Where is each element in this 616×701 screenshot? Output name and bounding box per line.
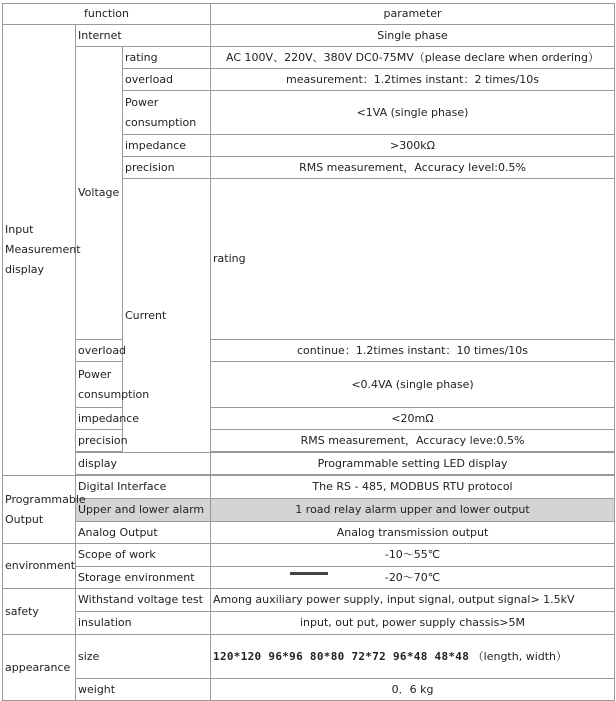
group-environment: environment — [3, 544, 76, 589]
table-row — [3, 340, 615, 362]
insulation-value: input, out put, power supply chassis>5M — [211, 612, 615, 635]
table-row — [3, 635, 615, 679]
display-label: display — [76, 453, 211, 475]
c-power-label: Power consumption — [76, 362, 123, 408]
size-list: 120*120 96*96 80*80 72*72 96*48 48*48 — [213, 649, 470, 663]
display-value: Programmable setting LED display — [211, 453, 615, 475]
withstand-value: Among auxiliary power supply, input signal, output signal> 1.5kV — [211, 589, 615, 612]
spec-table — [2, 3, 615, 701]
v-overload-label: overload — [123, 69, 211, 91]
internet-value: Single phase — [211, 25, 615, 47]
analog-label: Analog Output — [76, 522, 211, 544]
v-rating-value: AC 100V、220V、380V DC0-75MV（please declare when ordering） — [211, 47, 615, 69]
size-unit-note: （length, width） — [472, 649, 568, 663]
internet-label: Internet — [76, 25, 211, 47]
weight-label: weight — [76, 679, 211, 701]
insulation-label: insulation — [76, 612, 211, 635]
withstand-label: Withstand voltage test — [76, 589, 211, 612]
table-row — [3, 544, 615, 567]
table-row — [3, 612, 615, 635]
table-row — [3, 589, 615, 612]
footer-mark — [290, 572, 328, 575]
v-impedance-value: >300kΩ — [211, 135, 615, 157]
storage-value: -20～70℃ — [211, 567, 615, 589]
c-impedance-value: <20mΩ — [211, 408, 615, 430]
v-overload-value: measurement：1.2times instant：2 times/10s — [211, 69, 615, 91]
c-overload-value: continue：1.2times instant：10 times/10s — [211, 340, 615, 362]
table-row — [3, 522, 615, 544]
weight-value: 0．6 kg — [211, 679, 615, 701]
size-label: size — [76, 635, 211, 679]
c-rating-label: rating — [211, 179, 615, 340]
table-row — [3, 47, 615, 69]
table-row — [3, 408, 615, 430]
c-overload-label: overload — [76, 340, 123, 362]
v-precision-value: RMS measurement，Accuracy level:0.5% — [211, 157, 615, 179]
digital-value: The RS - 485, MODBUS RTU protocol — [211, 476, 615, 499]
c-impedance-label: impedance — [76, 408, 123, 430]
table-row — [3, 453, 615, 475]
digital-label: Digital Interface — [76, 476, 211, 499]
table-row-highlighted — [3, 499, 615, 522]
table-row — [3, 430, 615, 452]
table-row — [3, 362, 615, 408]
current-label: Current — [123, 179, 211, 453]
table-row — [3, 476, 615, 499]
header-parameter: parameter — [211, 4, 615, 25]
storage-label: Storage environment — [76, 567, 211, 589]
alarm-value: 1 road relay alarm upper and lower output — [211, 499, 615, 522]
group-input: Input Measurement display — [3, 25, 76, 476]
table-row — [3, 679, 615, 701]
scope-label: Scope of work — [76, 544, 211, 567]
alarm-label: Upper and lower alarm — [76, 499, 211, 522]
scope-value: -10～55℃ — [211, 544, 615, 567]
v-rating-label: rating — [123, 47, 211, 69]
table-row — [3, 25, 615, 47]
voltage-label: Voltage — [76, 47, 123, 340]
header-row — [3, 4, 615, 25]
c-precision-label: precision — [76, 430, 123, 452]
v-precision-label: precision — [123, 157, 211, 179]
v-power-value: <1VA (single phase) — [211, 91, 615, 135]
header-function: function — [3, 4, 211, 25]
table-row — [3, 567, 615, 589]
size-value — [211, 635, 615, 679]
group-appearance: appearance — [3, 635, 76, 701]
c-power-value: <0.4VA (single phase) — [211, 362, 615, 408]
analog-value: Analog transmission output — [211, 522, 615, 544]
c-precision-value: RMS measurement，Accuracy leve:0.5% — [211, 430, 615, 452]
group-safety: safety — [3, 589, 76, 635]
v-power-label: Power consumption — [123, 91, 211, 135]
v-impedance-label: impedance — [123, 135, 211, 157]
group-programmable: Programmable Output — [3, 476, 76, 544]
